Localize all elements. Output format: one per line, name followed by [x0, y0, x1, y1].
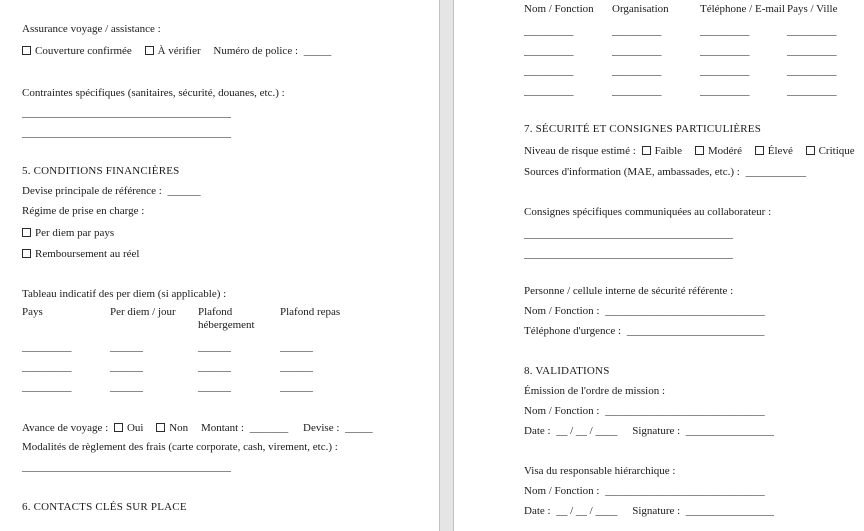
- payment-label: Modalités de règlement des frais (carte corporate, cash, virement, etc.) :: [22, 441, 338, 453]
- perdiem-cell-blank[interactable]: ______: [198, 361, 231, 373]
- option-avance-oui[interactable]: [114, 422, 144, 434]
- perdiem-cell-blank[interactable]: ______: [110, 361, 143, 373]
- visa-date-label: Date :: [524, 505, 551, 517]
- constraints-label: Contraintes spécifiques (sanitaires, sécurité, douanes, etc.) :: [22, 87, 285, 99]
- emission-label: Émission de l'ordre de mission :: [524, 385, 665, 397]
- contact-cell-blank[interactable]: _________: [700, 25, 750, 37]
- perdiem-cell-blank[interactable]: _________: [22, 381, 72, 393]
- regime-label: Régime de prise en charge :: [22, 205, 145, 217]
- contact-cell-blank[interactable]: _________: [612, 65, 662, 77]
- contact-cell-blank[interactable]: _________: [612, 85, 662, 97]
- section5-title: 5. CONDITIONS FINANCIÈRES: [22, 165, 180, 177]
- checkbox-couverture-confirmee-icon[interactable]: [22, 46, 31, 55]
- currency-line: [22, 185, 201, 198]
- emission-signature-label: Signature :: [632, 425, 681, 437]
- contact-cell-blank[interactable]: _________: [700, 85, 750, 97]
- payment-field-line[interactable]: ______________________________________: [22, 461, 231, 473]
- option-risk-modere-label: Modéré: [707, 145, 743, 157]
- policy-number-field[interactable]: _____: [303, 45, 332, 57]
- contacts-header-organisation: Organisation: [612, 3, 669, 15]
- perdiem-header-perdiem-jour: Per diem / jour: [110, 306, 176, 318]
- contact-cell-blank[interactable]: _________: [700, 45, 750, 57]
- option-remboursement-reel[interactable]: [22, 248, 139, 261]
- sources-label: Sources d'information (MAE, ambassades, etc.) :: [524, 166, 740, 178]
- perdiem-cell-blank[interactable]: _________: [22, 361, 72, 373]
- checkbox-remboursement-reel-icon[interactable]: [22, 249, 31, 258]
- perdiem-header-plafond-repas: Plafond repas: [280, 306, 341, 318]
- page-left: [22, 0, 422, 531]
- checkbox-perdiem-pays-icon[interactable]: [22, 228, 31, 237]
- advance-devise-field[interactable]: _____: [345, 422, 373, 434]
- perdiem-table-intro: Tableau indicatif des per diem (si applicable) :: [22, 288, 227, 300]
- perdiem-row: [22, 341, 422, 354]
- contact-cell-blank[interactable]: _________: [524, 65, 574, 77]
- checkbox-avance-non-icon[interactable]: [156, 423, 165, 432]
- option-a-verifier-label: À vérifier: [157, 45, 201, 57]
- contacts-header-row: [524, 3, 854, 16]
- contact-cell-blank[interactable]: _________: [787, 65, 837, 77]
- option-couverture-confirmee-label: Couverture confirmée: [35, 45, 132, 57]
- contacts-row: [524, 85, 854, 98]
- contact-cell-blank[interactable]: _________: [787, 45, 837, 57]
- section7-title: 7. SÉCURITÉ ET CONSIGNES PARTICULIÈRES: [524, 123, 762, 135]
- option-avance-non[interactable]: [156, 422, 188, 434]
- sources-field[interactable]: ___________: [745, 166, 807, 178]
- referent-label: Personne / cellule interne de sécurité référente :: [524, 285, 734, 297]
- option-remboursement-reel-label: Remboursement au réel: [35, 248, 140, 260]
- contact-cell-blank[interactable]: _________: [787, 25, 837, 37]
- emission-date-field[interactable]: __ / __ / ____: [556, 425, 618, 437]
- emission-name-label: Nom / Fonction :: [524, 405, 600, 417]
- perdiem-row: [22, 361, 422, 374]
- option-risk-critique-label: Critique: [818, 145, 855, 157]
- perdiem-header-pays: Pays: [22, 306, 43, 318]
- constraints-field-line1[interactable]: ______________________________________: [22, 107, 231, 119]
- referent-name-label: Nom / Fonction :: [524, 305, 600, 317]
- perdiem-cell-blank[interactable]: ______: [280, 361, 313, 373]
- option-couverture-confirmee[interactable]: [22, 45, 132, 57]
- insurance-options-line: [22, 45, 331, 58]
- option-risk-eleve[interactable]: [755, 145, 793, 157]
- contacts-row: [524, 45, 854, 58]
- visa-signature-label: Signature :: [632, 505, 681, 517]
- option-risk-modere[interactable]: [695, 145, 742, 157]
- referent-name-line: [524, 305, 765, 318]
- checkbox-avance-oui-icon[interactable]: [114, 423, 123, 432]
- page-right: [524, 0, 854, 531]
- currency-label: Devise principale de référence :: [22, 185, 162, 197]
- advance-devise-label: Devise :: [303, 422, 340, 434]
- emission-name-line: [524, 405, 765, 418]
- option-risk-faible-label: Faible: [654, 145, 683, 157]
- visa-name-line: [524, 485, 765, 498]
- risk-level-label: Niveau de risque estimé :: [524, 145, 636, 157]
- perdiem-cell-blank[interactable]: ______: [110, 381, 143, 393]
- visa-date-field[interactable]: __ / __ / ____: [556, 505, 618, 517]
- constraints-field-line2[interactable]: ______________________________________: [22, 127, 231, 139]
- option-avance-non-label: Non: [169, 422, 189, 434]
- emission-date-signature-line: [524, 425, 774, 438]
- contacts-header-pays-ville: Pays / Ville: [787, 3, 838, 15]
- contact-cell-blank[interactable]: _________: [787, 85, 837, 97]
- perdiem-row: [22, 381, 422, 394]
- checkbox-risk-modere-icon[interactable]: [695, 146, 704, 155]
- checkbox-risk-critique-icon[interactable]: [806, 146, 815, 155]
- page-gutter: [439, 0, 454, 531]
- visa-name-field[interactable]: _____________________________: [605, 485, 765, 497]
- contacts-row: [524, 25, 854, 38]
- checkbox-risk-eleve-icon[interactable]: [755, 146, 764, 155]
- option-risk-faible[interactable]: [642, 145, 683, 157]
- perdiem-cell-blank[interactable]: ______: [110, 341, 143, 353]
- section6-title: 6. CONTACTS CLÉS SUR PLACE: [22, 501, 187, 513]
- checkbox-a-verifier-icon[interactable]: [145, 46, 154, 55]
- section8-title: 8. VALIDATIONS: [524, 365, 610, 377]
- visa-date-signature-line: [524, 505, 774, 518]
- consignes-label: Consignes spécifiques communiquées au collaborateur :: [524, 206, 772, 218]
- contact-cell-blank[interactable]: _________: [524, 45, 574, 57]
- contact-cell-blank[interactable]: _________: [524, 85, 574, 97]
- perdiem-header-row: [22, 306, 422, 331]
- checkbox-risk-faible-icon[interactable]: [642, 146, 651, 155]
- perdiem-cell-blank[interactable]: _________: [22, 341, 72, 353]
- contacts-header-telephone-email: Téléphone / E-mail: [700, 3, 785, 15]
- amount-label: Montant :: [200, 422, 245, 434]
- risk-level-line: [524, 145, 864, 158]
- contacts-row: [524, 65, 854, 78]
- emission-signature-field[interactable]: ________________: [685, 425, 774, 437]
- contact-cell-blank[interactable]: _________: [612, 45, 662, 57]
- emission-name-field[interactable]: _____________________________: [605, 405, 765, 417]
- visa-name-label: Nom / Fonction :: [524, 485, 600, 497]
- option-perdiem-pays[interactable]: [22, 227, 114, 240]
- contact-cell-blank[interactable]: _________: [524, 25, 574, 37]
- advance-label: Avance de voyage :: [22, 422, 109, 434]
- urgence-line: [524, 325, 764, 338]
- amount-field[interactable]: _______: [249, 422, 289, 434]
- contact-cell-blank[interactable]: _________: [612, 25, 662, 37]
- option-perdiem-pays-label: Per diem par pays: [35, 227, 115, 239]
- sources-line: [524, 166, 806, 179]
- contacts-header-nom-fonction: Nom / Fonction: [524, 3, 594, 15]
- consignes-field-line2[interactable]: ______________________________________: [524, 248, 733, 260]
- currency-field[interactable]: ______: [167, 185, 201, 197]
- emission-date-label: Date :: [524, 425, 551, 437]
- consignes-field-line1[interactable]: ______________________________________: [524, 228, 733, 240]
- urgence-label: Téléphone d'urgence :: [524, 325, 622, 337]
- insurance-label: Assurance voyage / assistance :: [22, 23, 161, 35]
- perdiem-cell-blank[interactable]: ______: [198, 341, 231, 353]
- option-risk-eleve-label: Élevé: [767, 145, 793, 157]
- perdiem-cell-blank[interactable]: ______: [198, 381, 231, 393]
- option-a-verifier[interactable]: [145, 45, 201, 57]
- contact-cell-blank[interactable]: _________: [700, 65, 750, 77]
- referent-name-field[interactable]: _____________________________: [605, 305, 765, 317]
- option-risk-critique[interactable]: [806, 145, 855, 157]
- perdiem-cell-blank[interactable]: ______: [280, 341, 313, 353]
- advance-line: [22, 422, 373, 435]
- perdiem-cell-blank[interactable]: ______: [280, 381, 313, 393]
- perdiem-header-plafond-hebergement: Plafond hébergement: [198, 306, 255, 331]
- policy-number-label: Numéro de police :: [213, 45, 299, 57]
- option-avance-oui-label: Oui: [126, 422, 144, 434]
- visa-label: Visa du responsable hiérarchique :: [524, 465, 676, 477]
- urgence-field[interactable]: _________________________: [626, 325, 765, 337]
- visa-signature-field[interactable]: ________________: [685, 505, 774, 517]
